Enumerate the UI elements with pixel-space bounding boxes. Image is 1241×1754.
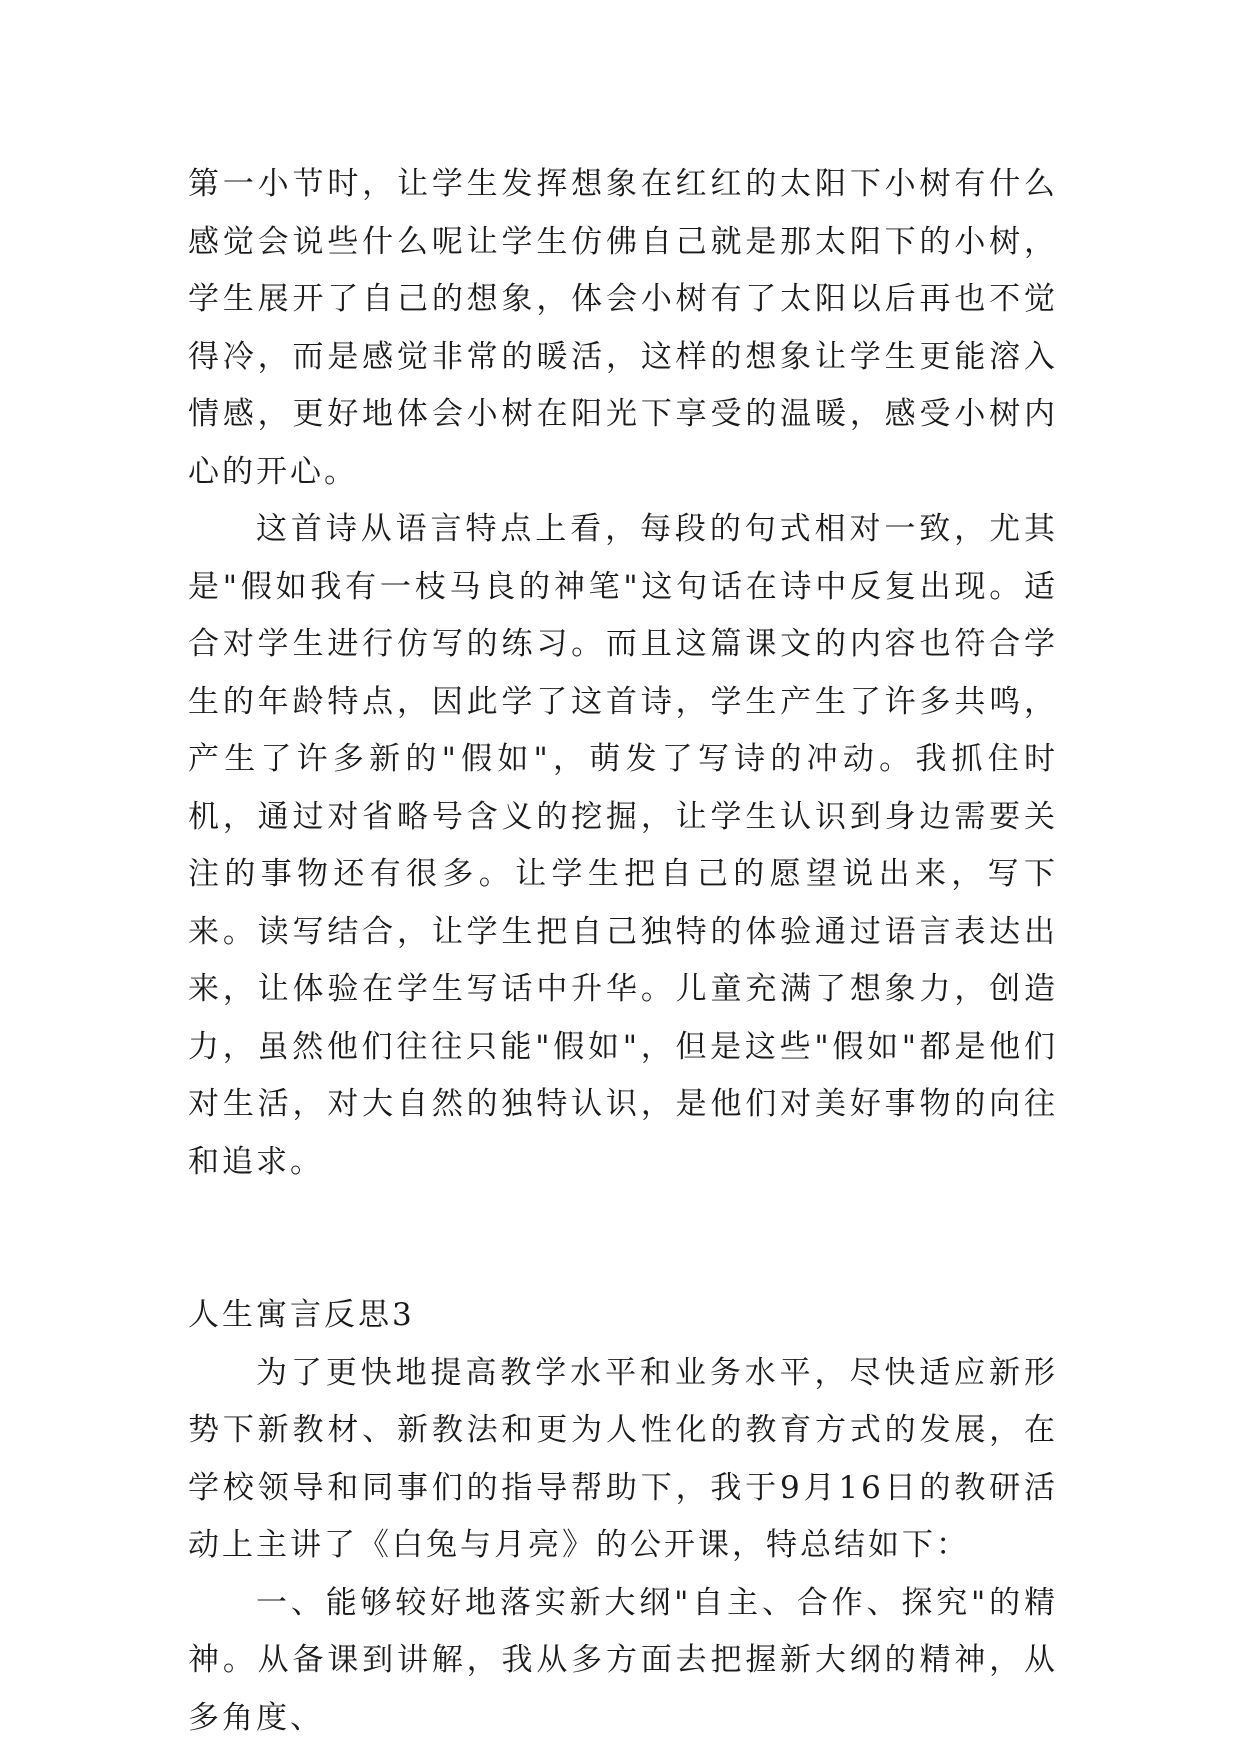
section-title: 人生寓言反思3	[188, 1297, 415, 1333]
paragraph-point-one: 一、能够较好地落实新大纲"自主、合作、探究"的精神。从备课到讲解，我从多方面去把握新大纲的精神，从多角度、	[188, 1584, 1058, 1736]
paragraph-little-tree: 第一小节时，让学生发挥想象在红红的太阳下小树有什么感觉会说些什么呢让学生仿佛自己就是那太阳下的小树，学生展开了自己的想象，体会小树有了太阳以后再也不觉得冷，而是感觉非常的暖活，这样的想象让学生更能溶入情感，更好地体会小树在阳光下享受的温暖，感受小树内心的开心。	[188, 166, 1058, 490]
document-body	[188, 156, 1058, 1747]
paragraph-poem-analysis: 这首诗从语言特点上看，每段的句式相对一致，尤其是"假如我有一枝马良的神笔"这句话在诗中反复出现。适合对学生进行仿写的练习。而且这篇课文的内容也符合学生的年龄特点，因此学了这首诗，学生产生了许多共鸣，产生了许多新的"假如"，萌发了写诗的冲动。我抓住时机，通过对省略号含义的挖掘，让学生认识到身边需要关注的事物还有很多。让学生把自己的愿望说出来，写下来。读写结合，让学生把自己独特的体验通过语言表达出来，让体验在学生写话中升华。儿童充满了想象力，创造力，虽然他们往往只能"假如"，但是这些"假如"都是他们对生活，对大自然的独特认识，是他们对美好事物的向往和追求。	[188, 511, 1058, 1180]
paragraph-lesson-summary: 为了更快地提高教学水平和业务水平，尽快适应新形势下新教材、新教法和更为人性化的教育方式的发展，在学校领导和同事们的指导帮助下，我于9月16日的教研活动上主讲了《白兔与月亮》的公开课，特总结如下：	[188, 1354, 1058, 1563]
